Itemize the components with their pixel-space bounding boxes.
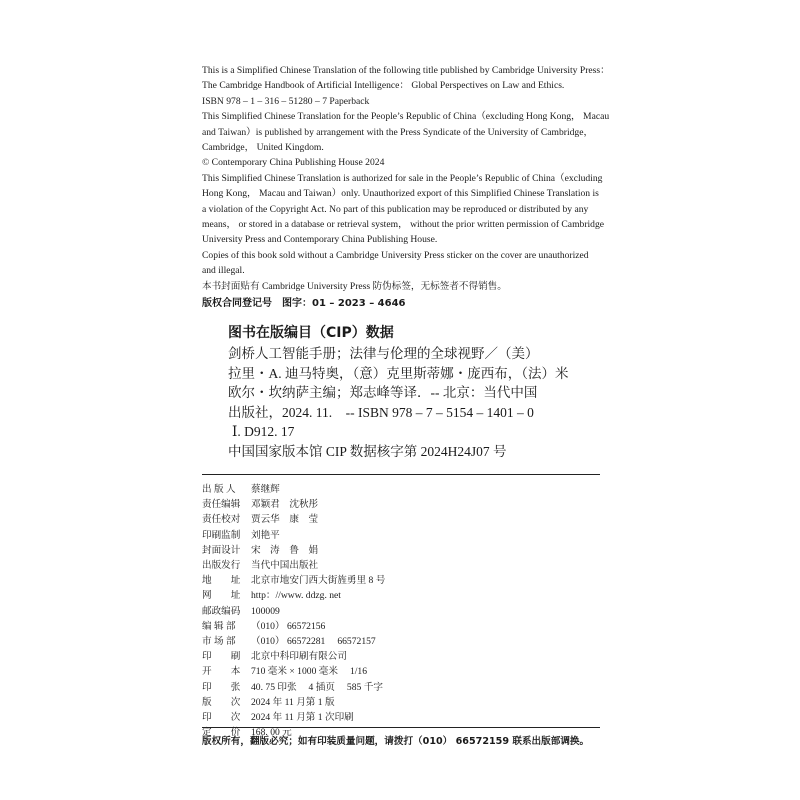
notice-line: This Simplified Chinese Translation for the People’s Republic of China（excluding Hong Kong， Macau bbox=[202, 111, 610, 123]
cip-data-block bbox=[228, 344, 569, 462]
info-row bbox=[202, 528, 600, 543]
info-row bbox=[202, 558, 600, 573]
info-row bbox=[202, 680, 600, 695]
info-label: 出版发行 bbox=[202, 560, 241, 572]
info-label: 市 场 部 bbox=[202, 636, 236, 648]
notice-line: ISBN 978 – 1 – 316 – 51280 – 7 Paperback bbox=[202, 95, 370, 107]
info-row bbox=[202, 619, 600, 634]
notice-line: Copies of this book sold without a Cambridge University Press sticker on the cover are unauthorized bbox=[202, 249, 589, 261]
divider-bottom bbox=[202, 727, 600, 728]
info-row bbox=[202, 588, 600, 603]
info-label: 印刷监制 bbox=[202, 529, 241, 541]
notice-line: This is a Simplified Chinese Translation of the following title published by Cambridge University Press： bbox=[202, 65, 610, 76]
info-value: 北京中科印刷有限公司 bbox=[251, 651, 347, 663]
info-label: 责任校对 bbox=[202, 514, 241, 526]
info-label: 印 次 bbox=[202, 712, 241, 724]
info-value: 北京市地安门西大街旌勇里 8 号 bbox=[251, 575, 386, 587]
info-label: 编 辑 部 bbox=[202, 620, 236, 632]
notice-line: Hong Kong， Macau and Taiwan）only. Unauthorized export of this Simplified Chinese Translation is bbox=[202, 188, 599, 200]
info-value: 40. 75 印张 4 插页 585 千字 bbox=[251, 681, 383, 693]
info-row bbox=[202, 695, 600, 710]
info-row bbox=[202, 497, 600, 512]
cip-title: 图书在版编目（CIP）数据 bbox=[228, 325, 394, 341]
info-value: 当代中国出版社 bbox=[251, 560, 319, 572]
info-row bbox=[202, 710, 600, 725]
notice-line: and Taiwan）is published by arrangement with the Press Syndicate of the University of Cambridge， bbox=[202, 126, 594, 138]
cip-line: 欧尔・坎纳萨主编；郑志峰等译．-- 北京：当代中国 bbox=[228, 385, 538, 401]
notice-line: This Simplified Chinese Translation is authorized for sale in the People’s Republic of China（excluding bbox=[202, 172, 603, 184]
cip-line: 中国国家版本馆 CIP 数据核字第 2024H24J07 号 bbox=[228, 443, 507, 459]
info-value: 邓颖君 沈秋彤 bbox=[251, 499, 319, 511]
info-label: 封面设计 bbox=[202, 544, 241, 556]
info-label: 印 张 bbox=[202, 681, 241, 693]
info-row bbox=[202, 543, 600, 558]
english-copyright-notice bbox=[202, 63, 610, 294]
info-value: 蔡继辉 bbox=[251, 484, 280, 495]
info-label: 邮政编码 bbox=[202, 605, 241, 617]
info-label: 出 版 人 bbox=[202, 484, 236, 495]
notice-line: Cambridge， United Kingdom. bbox=[202, 142, 324, 154]
copyright-registration-number: 版权合同登记号 图字：01 – 2023 – 4646 bbox=[202, 298, 406, 309]
info-row bbox=[202, 649, 600, 664]
footer-notice: 版权所有，翻版必究；如有印装质量问题，请拨打（010） 66572159 联系出版部调换。 bbox=[202, 736, 590, 747]
info-value: 宋 涛 鲁 娟 bbox=[251, 544, 319, 556]
info-row bbox=[202, 664, 600, 679]
cip-line: 拉里・A. 迪马特奥，（意）克里斯蒂娜・庞西布，（法）米 bbox=[228, 365, 569, 381]
info-label: 地 址 bbox=[202, 575, 241, 587]
info-value: 刘艳平 bbox=[251, 529, 280, 541]
info-value: （010） 66572156 bbox=[251, 620, 326, 632]
info-value: 2024 年 11 月第 1 版 bbox=[251, 696, 335, 708]
info-label: 版 次 bbox=[202, 696, 241, 708]
notice-line: and illegal. bbox=[202, 265, 245, 277]
notice-line: 本书封面贴有 Cambridge University Press 防伪标签，无标签者不得销售。 bbox=[202, 280, 507, 292]
info-label: 责任编辑 bbox=[202, 499, 241, 511]
info-label: 定 价 bbox=[202, 727, 241, 739]
info-label: 网 址 bbox=[202, 590, 241, 602]
divider-top bbox=[202, 474, 600, 475]
info-value: 2024 年 11 月第 1 次印刷 bbox=[251, 712, 354, 724]
info-label: 印 刷 bbox=[202, 651, 241, 663]
notice-line: means， or stored in a database or retrieval system， without the prior written permission of Cambridge bbox=[202, 219, 605, 231]
notice-line: a violation of the Copyright Act. No part of this publication may be reproduced or distributed by any bbox=[202, 203, 589, 215]
notice-line: University Press and Contemporary China Publishing House. bbox=[202, 234, 438, 246]
info-value: 710 毫米 × 1000 毫米 1/16 bbox=[251, 666, 368, 678]
info-value: 100009 bbox=[251, 605, 280, 617]
publishing-info-table bbox=[202, 482, 600, 740]
info-value: 贾云华 康 莹 bbox=[251, 514, 319, 526]
info-value: （010） 66572281 66572157 bbox=[251, 636, 376, 648]
cip-line: 出版社，2024. 11. -- ISBN 978 – 7 – 5154 – 1401 – 0 bbox=[228, 404, 534, 420]
info-row bbox=[202, 634, 600, 649]
info-row bbox=[202, 512, 600, 527]
cip-line: Ⅰ. D912. 17 bbox=[232, 424, 295, 440]
info-row bbox=[202, 573, 600, 588]
notice-line: The Cambridge Handbook of Artificial Intelligence： Global Perspectives on Law and Ethics. bbox=[202, 80, 565, 92]
cip-line: 剑桥人工智能手册；法律与伦理的全球视野／（美） bbox=[228, 346, 539, 361]
info-row bbox=[202, 482, 600, 497]
info-row bbox=[202, 604, 600, 619]
notice-line: © Contemporary China Publishing House 2024 bbox=[202, 157, 385, 169]
info-label: 开 本 bbox=[202, 666, 241, 678]
info-value: http：//www. ddzg. net bbox=[251, 590, 341, 602]
info-value: 168. 00 元 bbox=[251, 727, 292, 739]
